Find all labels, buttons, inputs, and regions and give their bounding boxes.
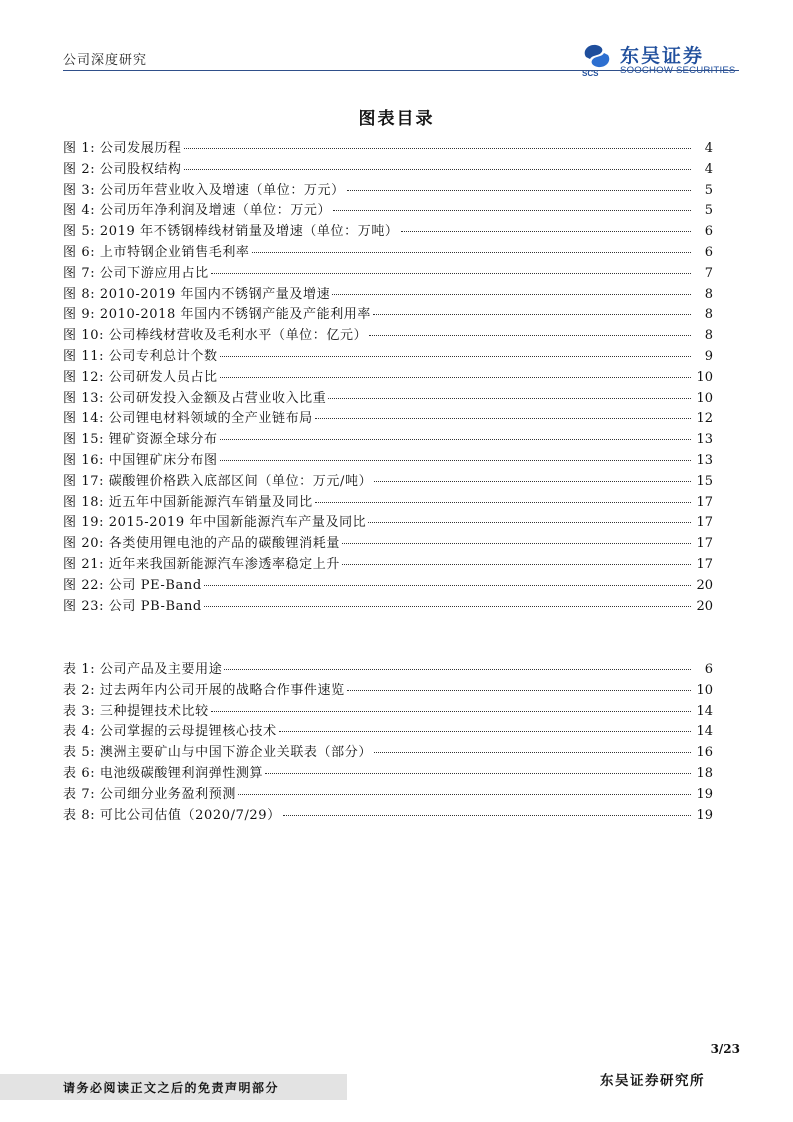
figure-index-list	[63, 137, 713, 615]
logo-chinese-name: 东吴证券	[620, 45, 705, 67]
toc-entry[interactable]	[63, 158, 713, 179]
toc-entry-label: 表 2: 过去两年内公司开展的战略合作事件速览	[63, 682, 345, 698]
toc-dot-leader	[333, 210, 691, 211]
section-label: 公司深度研究	[63, 53, 148, 68]
toc-entry-label: 表 6: 电池级碳酸锂利润弹性测算	[63, 765, 264, 781]
toc-entry[interactable]	[63, 762, 713, 783]
toc-entry-label: 表 1: 公司产品及主要用途	[63, 662, 223, 677]
toc-dot-leader	[328, 398, 691, 399]
toc-entry-page: 17	[696, 515, 713, 531]
toc-entry-page: 7	[704, 265, 713, 281]
toc-dot-leader	[347, 690, 691, 691]
toc-entry-page: 14	[696, 703, 713, 719]
page-number: 3/23	[710, 1042, 740, 1056]
toc-entry-page: 5	[704, 182, 713, 198]
toc-entry[interactable]	[63, 303, 713, 324]
toc-dot-leader	[238, 794, 691, 795]
toc-entry-page: 10	[696, 390, 713, 406]
disclaimer-band	[0, 1074, 347, 1100]
svg-text:SCS: SCS	[582, 69, 599, 77]
toc-entry[interactable]	[63, 658, 713, 679]
toc-entry-label: 图 21: 近年来我国新能源汽车渗透率稳定上升	[63, 556, 340, 572]
toc-entry-page: 6	[704, 244, 713, 260]
toc-entry-label: 图 5: 2019 年不锈钢棒线材销量及增速（单位：万吨）	[63, 224, 399, 240]
toc-entry[interactable]	[63, 283, 713, 304]
toc-dot-leader	[204, 585, 691, 586]
disclaimer-text: 请务必阅读正文之后的免责声明部分	[63, 1081, 280, 1095]
toc-entry-page: 9	[704, 348, 713, 364]
toc-entry-label: 图 22: 公司 PE-Band	[63, 577, 202, 593]
toc-dot-leader	[211, 711, 691, 712]
toc-entry-page: 6	[704, 224, 713, 240]
toc-dot-leader	[368, 522, 691, 523]
toc-entry-page: 10	[696, 369, 713, 385]
toc-entry[interactable]	[63, 491, 713, 512]
toc-entry-label: 图 10: 公司棒线材营收及毛利水平（单位：亿元）	[63, 328, 368, 344]
toc-entry-page: 8	[704, 307, 713, 323]
toc-entry[interactable]	[63, 720, 713, 741]
toc-entry-label: 图 19: 2015-2019 年中国新能源汽车产量及同比	[63, 515, 367, 531]
toc-entry-page: 20	[696, 577, 713, 593]
toc-entry-label: 图 12: 公司研发人员占比	[63, 369, 218, 385]
toc-dot-leader	[224, 669, 691, 670]
toc-entry[interactable]	[63, 345, 713, 366]
toc-entry-page: 12	[696, 411, 713, 427]
toc-dot-leader	[220, 377, 691, 378]
toc-entry[interactable]	[63, 783, 713, 804]
toc-entry[interactable]	[63, 574, 713, 595]
toc-entry-label: 图 18: 近五年中国新能源汽车销量及同比	[63, 494, 313, 510]
toc-entry[interactable]	[63, 220, 713, 241]
toc-dot-leader	[332, 294, 691, 295]
toc-dot-leader	[342, 543, 691, 544]
toc-entry[interactable]	[63, 700, 713, 721]
toc-entry-page: 19	[696, 786, 713, 802]
toc-entry-label: 表 8: 可比公司估值（2020/7/29）	[63, 807, 281, 823]
toc-entry-page: 6	[704, 662, 713, 677]
toc-entry-label: 图 7: 公司下游应用占比	[63, 265, 209, 281]
toc-entry[interactable]	[63, 804, 713, 825]
toc-entry[interactable]	[63, 324, 713, 345]
toc-entry-page: 20	[696, 598, 713, 614]
toc-entry[interactable]	[63, 679, 713, 700]
toc-entry[interactable]	[63, 741, 713, 762]
toc-dot-leader	[211, 273, 691, 274]
soochow-logo-icon	[580, 41, 614, 77]
toc-dot-leader	[369, 335, 691, 336]
toc-dot-leader	[374, 752, 691, 753]
toc-entry-page: 15	[696, 473, 713, 489]
toc-dot-leader	[184, 148, 691, 149]
toc-entry-label: 图 9: 2010-2018 年国内不锈钢产能及产能利用率	[63, 307, 372, 323]
toc-entry-page: 17	[696, 494, 713, 510]
toc-entry[interactable]	[63, 262, 713, 283]
toc-dot-leader	[265, 773, 691, 774]
toc-entry-label: 图 23: 公司 PB-Band	[63, 598, 202, 614]
toc-entry-page: 14	[696, 724, 713, 740]
toc-entry-page: 10	[696, 682, 713, 698]
toc-entry-label: 图 6: 上市特钢企业销售毛利率	[63, 244, 250, 260]
toc-entry[interactable]	[63, 199, 713, 220]
toc-dot-leader	[401, 231, 691, 232]
toc-entry-label: 表 3: 三种提锂技术比较	[63, 703, 209, 719]
toc-entry[interactable]	[63, 449, 713, 470]
toc-entry[interactable]	[63, 595, 713, 616]
toc-entry[interactable]	[63, 387, 713, 408]
toc-dot-leader	[220, 439, 691, 440]
toc-entry-page: 17	[696, 536, 713, 552]
company-logo	[580, 41, 742, 77]
toc-entry[interactable]	[63, 179, 713, 200]
toc-entry-label: 图 14: 公司锂电材料领域的全产业链布局	[63, 411, 313, 427]
toc-dot-leader	[279, 731, 691, 732]
toc-dot-leader	[283, 815, 691, 816]
footer-brand: 东吴证券研究所	[600, 1073, 705, 1089]
header-divider	[63, 70, 739, 71]
toc-entry-page: 18	[696, 765, 713, 781]
toc-entry-page: 4	[704, 161, 713, 177]
toc-entry[interactable]	[63, 137, 713, 158]
toc-entry-label: 表 4: 公司掌握的云母提锂核心技术	[63, 724, 277, 740]
toc-entry-page: 8	[704, 328, 713, 344]
toc-entry[interactable]	[63, 366, 713, 387]
toc-dot-leader	[374, 481, 691, 482]
toc-entry-label: 图 17: 碳酸锂价格跌入底部区间（单位：万元/吨）	[63, 473, 373, 489]
toc-entry-label: 图 16: 中国锂矿床分布图	[63, 452, 218, 468]
toc-dot-leader	[342, 564, 691, 565]
toc-entry-label: 表 7: 公司细分业务盈利预测	[63, 786, 236, 802]
toc-entry-page: 13	[696, 432, 713, 448]
toc-entry-label: 图 2: 公司股权结构	[63, 161, 182, 177]
toc-entry-label: 图 8: 2010-2019 年国内不锈钢产量及增速	[63, 286, 331, 302]
toc-dot-leader	[252, 252, 691, 253]
toc-entry-page: 5	[704, 203, 713, 219]
toc-entry-label: 图 4: 公司历年净利润及增速（单位：万元）	[63, 203, 332, 219]
toc-entry[interactable]	[63, 553, 713, 574]
toc-entry-page: 19	[696, 807, 713, 823]
toc-dot-leader	[347, 190, 691, 191]
toc-dot-leader	[204, 606, 691, 607]
toc-entry-label: 图 1: 公司发展历程	[63, 141, 182, 156]
toc-title: 图表目录	[358, 109, 435, 129]
toc-entry-page: 16	[696, 745, 713, 761]
toc-entry-page: 17	[696, 556, 713, 572]
toc-entry-label: 图 3: 公司历年营业收入及增速（单位：万元）	[63, 182, 345, 198]
toc-dot-leader	[315, 418, 691, 419]
toc-entry-page: 13	[696, 452, 713, 468]
toc-entry[interactable]	[63, 241, 713, 262]
toc-entry-label: 表 5: 澳洲主要矿山与中国下游企业关联表（部分）	[63, 745, 372, 761]
toc-entry[interactable]	[63, 511, 713, 532]
toc-entry[interactable]	[63, 470, 713, 491]
toc-entry-label: 图 20: 各类使用锂电池的产品的碳酸锂消耗量	[63, 536, 340, 552]
toc-entry[interactable]	[63, 407, 713, 428]
toc-dot-leader	[184, 169, 691, 170]
toc-entry-page: 8	[704, 286, 713, 302]
toc-entry[interactable]	[63, 428, 713, 449]
toc-entry-label: 图 11: 公司专利总计个数	[63, 348, 218, 364]
table-index-list	[63, 658, 713, 824]
toc-dot-leader	[373, 314, 691, 315]
toc-dot-leader	[220, 460, 691, 461]
logo-english-name: SOOCHOW SECURITIES	[620, 65, 736, 76]
toc-entry-label: 图 13: 公司研发投入金额及占营业收入比重	[63, 390, 327, 406]
toc-entry-page: 4	[704, 141, 713, 156]
toc-entry-label: 图 15: 锂矿资源全球分布	[63, 432, 218, 448]
toc-dot-leader	[220, 356, 691, 357]
toc-entry[interactable]	[63, 532, 713, 553]
toc-dot-leader	[315, 502, 691, 503]
